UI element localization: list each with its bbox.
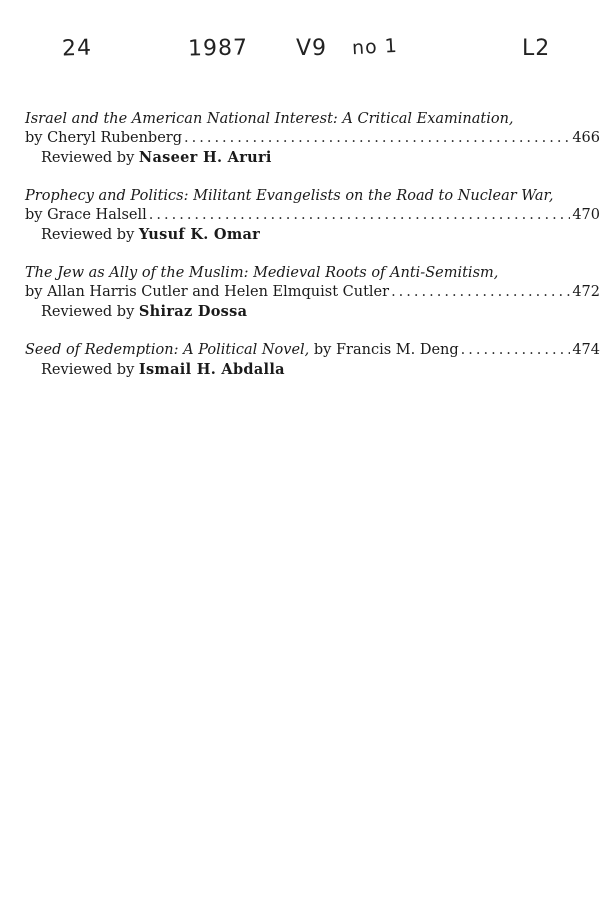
review-entry <box>25 341 600 380</box>
leader-dots <box>149 206 571 225</box>
book-title: Prophecy and Politics: Militant Evangelists on the Road to Nuclear War, <box>25 188 554 204</box>
page-number: 472 <box>572 284 600 300</box>
book-title: Israel and the American National Interest: A Critical Examination, <box>25 111 514 127</box>
reviewer-name: Shiraz Dossa <box>138 303 248 320</box>
review-entry <box>25 264 600 322</box>
author-line <box>25 341 600 360</box>
author-line <box>25 129 600 148</box>
reviewed-by-label: Reviewed by <box>41 362 135 378</box>
book-review-list <box>25 110 600 399</box>
author: by Allan Harris Cutler and Helen Elmquist Cutler <box>25 284 390 300</box>
reviewer-line <box>25 225 600 245</box>
reviewer-line <box>25 360 600 380</box>
author: by Cheryl Rubenberg <box>25 130 183 146</box>
title-and-author <box>25 341 459 360</box>
author: by Grace Halsell <box>25 207 147 223</box>
reviewed-by-label: Reviewed by <box>41 304 135 320</box>
review-entry <box>25 187 600 245</box>
reviewed-by-label: Reviewed by <box>41 227 135 243</box>
handwritten-note-number: 24 <box>61 35 93 62</box>
reviewer-line <box>25 148 600 168</box>
reviewer-name: Ismail H. Abdalla <box>138 361 285 378</box>
author-line <box>25 206 600 225</box>
handwritten-note-year: 1987 <box>187 35 249 62</box>
leader-dots <box>461 341 571 360</box>
handwritten-note-issue: no 1 <box>351 34 399 60</box>
author-line <box>25 283 600 302</box>
page-number: 470 <box>572 207 600 223</box>
reviewer-line <box>25 302 600 322</box>
handwritten-note-code: L2 <box>522 36 551 61</box>
book-title: The Jew as Ally of the Muslim: Medieval Roots of Anti-Semitism, <box>25 265 499 281</box>
review-entry <box>25 110 600 168</box>
reviewer-name: Yusuf K. Omar <box>138 226 261 243</box>
reviewer-name: Naseer H. Aruri <box>138 149 272 166</box>
reviewed-by-label: Reviewed by <box>41 150 135 166</box>
page-number: 466 <box>572 130 600 146</box>
author: by Francis M. Deng <box>313 342 459 358</box>
book-title: Seed of Redemption: A Political Novel, <box>25 342 310 358</box>
page-number: 474 <box>572 342 600 358</box>
handwritten-note-volume: V9 <box>296 36 328 61</box>
leader-dots <box>391 283 570 302</box>
leader-dots <box>184 129 570 148</box>
